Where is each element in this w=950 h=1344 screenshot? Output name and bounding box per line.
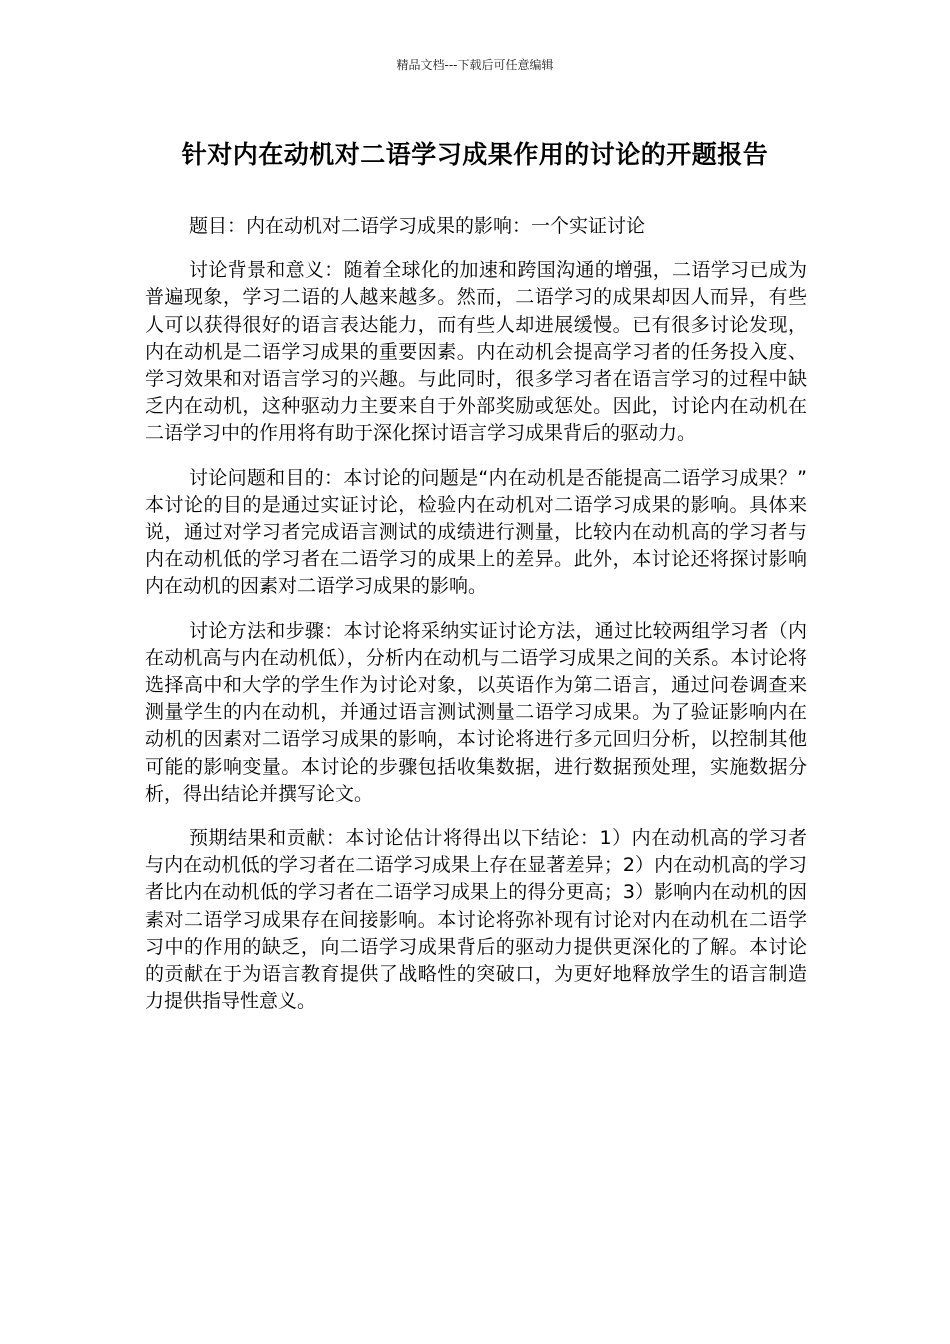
paragraph-questions: 讨论问题和目的：本讨论的问题是“内在动机是否能提高二语学习成果？”本讨论的目的是通过实证讨论，检验内在动机对二语学习成果的影响。具体来说，通过对学习者完成语言测试的成绩进行测量，比较内在动机高的学习者与内在动机低的学习者在二语学习的成果上的差异。此外，本讨论还将探讨影响内在动机的因素对二语学习成果的影响。 — [145, 466, 807, 598]
paragraph-expected-results: 预期结果和贡献：本讨论估计将得出以下结论：1）内在动机高的学习者与内在动机低的学习者在二语学习成果上存在显著差异；2）内在动机高的学习者比内在动机低的学习者在二语学习成果上的得分更高；3）影响内在动机的因素对二语学习成果存在间接影响。本讨论将弥补现有讨论对内在动机在二语学习中的作用的缺乏，向二语学习成果背后的驱动力提供更深化的了解。本讨论的贡献在于为语言教育提供了战略性的突破口，为更好地释放学生的语言制造力提供指导性意义。 — [145, 827, 807, 1013]
paragraph-topic: 题目：内在动机对二语学习成果的影响：一个实证讨论 — [189, 215, 646, 237]
paragraph-background: 讨论背景和意义：随着全球化的加速和跨国沟通的增强，二语学习已成为普遍现象，学习二语的人越来越多。然而，二语学习的成果却因人而异，有些人可以获得很好的语言表达能力，而有些人却进展缓慢。已有很多讨论发现，内在动机是二语学习成果的重要因素。内在动机会提高学习者的任务投入度、学习效果和对语言学习的兴趣。与此同时，很多学习者在语言学习的过程中缺乏内在动机，这种驱动力主要来自于外部奖励或惩处。因此，讨论内在动机在二语学习中的作用将有助于深化探讨语言学习成果背后的驱动力。 — [145, 259, 807, 445]
paragraph-methods: 讨论方法和步骤：本讨论将采纳实证讨论方法，通过比较两组学习者（内在动机高与内在动机低），分析内在动机与二语学习成果之间的关系。本讨论将选择高中和大学的学生作为讨论对象，以英语作为第二语言，通过问卷调查来测量学生的内在动机，并通过语言测试测量二语学习成果。为了验证影响内在动机的因素对二语学习成果的影响，本讨论将进行多元回归分析，以控制其他可能的影响变量。本讨论的步骤包括收集数据，进行数据预处理，实施数据分析，得出结论并撰写论文。 — [145, 619, 807, 805]
document-body — [145, 213, 807, 1032]
header-note: 精品文档---下载后可任意编辑 — [396, 58, 554, 72]
document-title: 针对内在动机对二语学习成果作用的讨论的开题报告 — [181, 140, 769, 169]
